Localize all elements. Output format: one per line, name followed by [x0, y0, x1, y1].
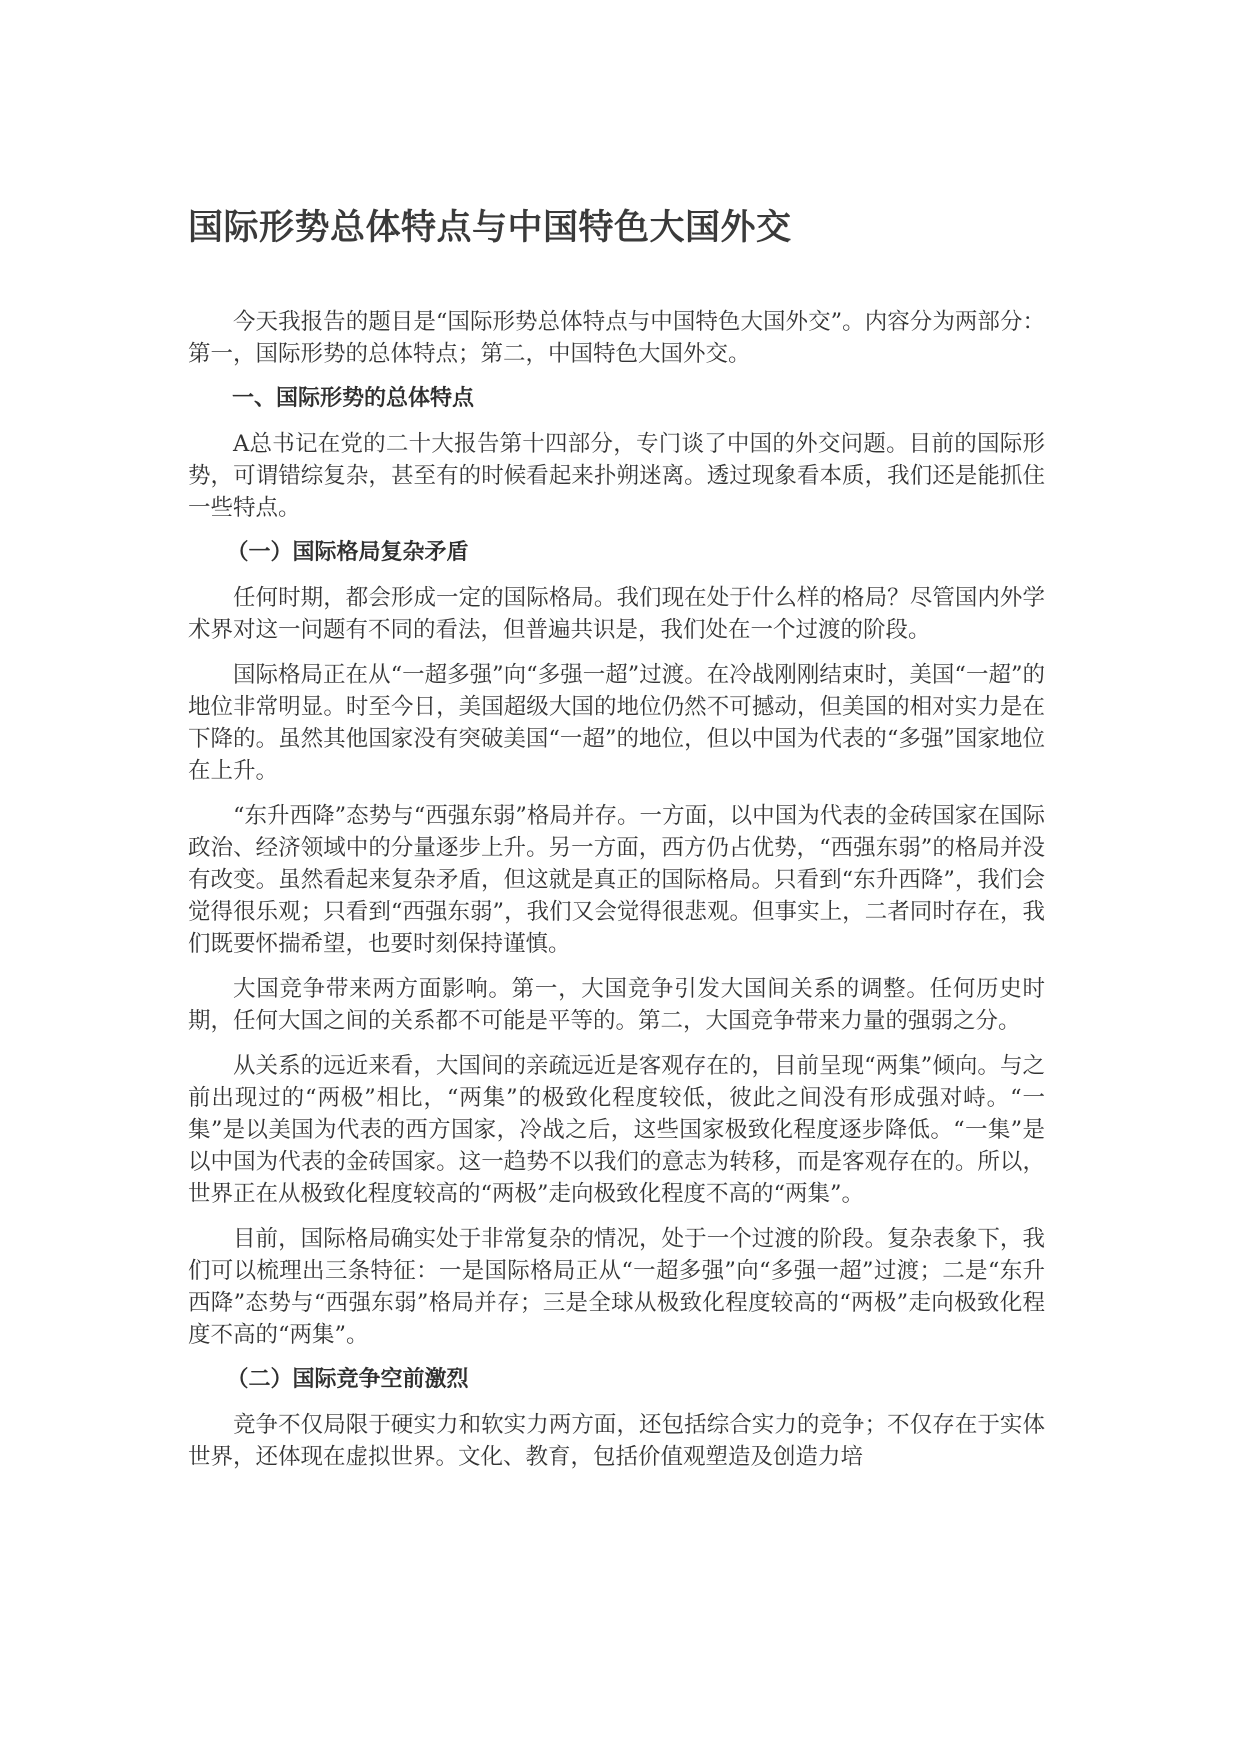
subsection-heading-1: （一）国际格局复杂矛盾 [226, 540, 469, 565]
body-paragraph: 目前，国际格局确实处于非常复杂的情况，处于一个过渡的阶段。复杂表象下，我们可以梳理出三条特征：一是国际格局正从“一超多强”向“多强一超”过渡；二是“东升西降”态势与“西强东弱”格局并存；三是全球从极致化程度较高的“两极”走向极致化程度不高的“两集”。 [188, 1226, 1045, 1348]
body-paragraph: 竞争不仅局限于硬实力和软实力两方面，还包括综合实力的竞争；不仅存在于实体世界，还体现在虚拟世界。文化、教育，包括价值观塑造及创造力培 [188, 1412, 1045, 1470]
document-title: 国际形势总体特点与中国特色大国外交 [188, 208, 792, 248]
subsection-heading-2: （二）国际竞争空前激烈 [226, 1367, 469, 1392]
body-paragraph: 大国竞争带来两方面影响。第一，大国竞争引发大国间关系的调整。任何历史时期，任何大国之间的关系都不可能是平等的。第二，大国竞争带来力量的强弱之分。 [188, 976, 1045, 1034]
body-paragraph: 国际格局正在从“一超多强”向“多强一超”过渡。在冷战刚刚结束时，美国“一超”的地位非常明显。时至今日，美国超级大国的地位仍然不可撼动，但美国的相对实力是在下降的。虽然其他国家没有突破美国“一超”的地位，但以中国为代表的“多强”国家地位在上升。 [188, 662, 1045, 784]
intro-paragraph: 今天我报告的题目是“国际形势总体特点与中国特色大国外交”。内容分为两部分：第一，国际形势的总体特点；第二，中国特色大国外交。 [188, 309, 1045, 367]
section-1-intro-paragraph: A总书记在党的二十大报告第十四部分，专门谈了中国的外交问题。目前的国际形势，可谓错综复杂，甚至有的时候看起来扑朔迷离。透过现象看本质，我们还是能抓住一些特点。 [188, 431, 1045, 521]
body-paragraph: “东升西降”态势与“西强东弱”格局并存。一方面，以中国为代表的金砖国家在国际政治、经济领域中的分量逐步上升。另一方面，西方仍占优势，“西强东弱”的格局并没有改变。虽然看起来复杂矛盾，但这就是真正的国际格局。只看到“东升西降”，我们会觉得很乐观；只看到“西强东弱”，我们又会觉得很悲观。但事实上，二者同时存在，我们既要怀揣希望，也要时刻保持谨慎。 [188, 803, 1045, 957]
body-paragraph: 任何时期，都会形成一定的国际格局。我们现在处于什么样的格局？尽管国内外学术界对这一问题有不同的看法，但普遍共识是，我们处在一个过渡的阶段。 [188, 585, 1045, 643]
body-paragraph: 从关系的远近来看，大国间的亲疏远近是客观存在的，目前呈现“两集”倾向。与之前出现过的“两极”相比，“两集”的极致化程度较低，彼此之间没有形成强对峙。“一集”是以美国为代表的西方国家，冷战之后，这些国家极致化程度逐步降低。“一集”是以中国为代表的金砖国家。这一趋势不以我们的意志为转移，而是客观存在的。所以，世界正在从极致化程度较高的“两极”走向极致化程度不高的“两集”。 [188, 1053, 1045, 1207]
document-body [188, 200, 1045, 1486]
section-heading-1: 一、国际形势的总体特点 [232, 386, 475, 411]
